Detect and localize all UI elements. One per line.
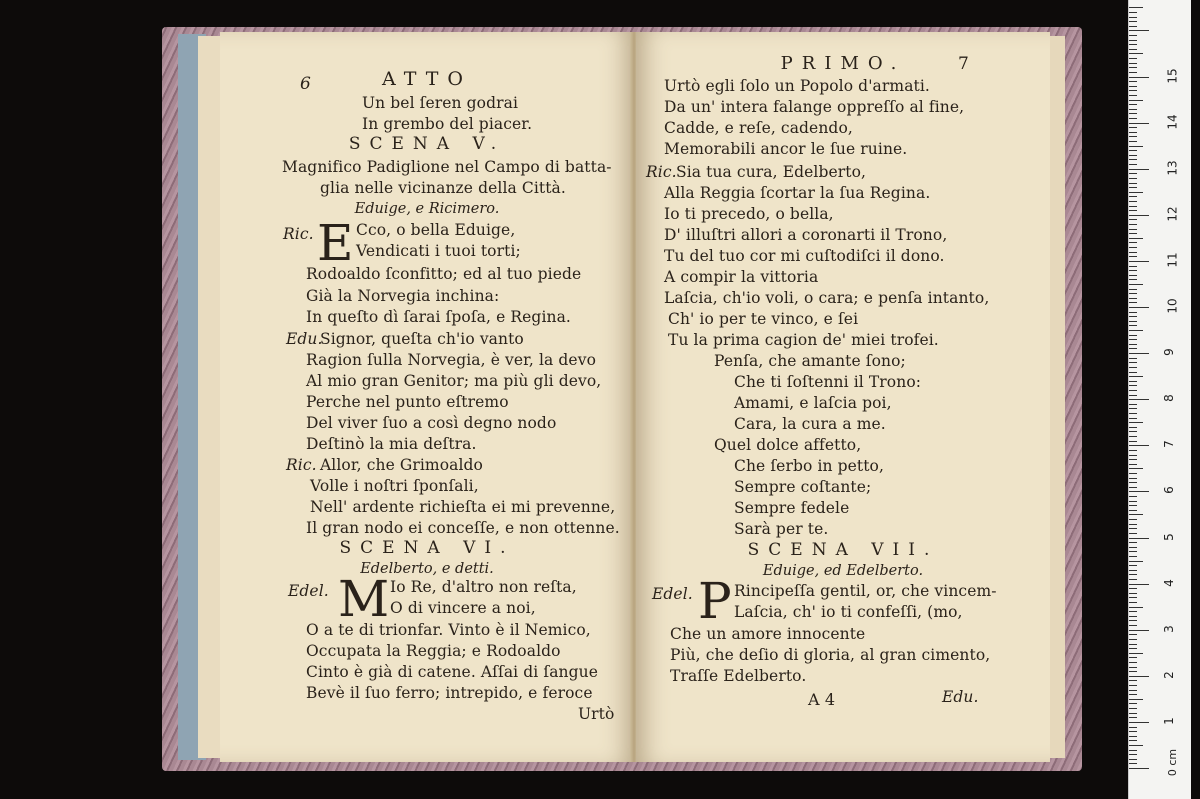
text-line: Al mio gran Genitor; ma più gli devo, [306,372,602,390]
ruler-tick [1129,353,1149,354]
ruler-tick [1129,201,1137,202]
ruler-tick [1129,58,1137,59]
page-number-right: 7 [958,54,969,74]
ruler-tick [1129,754,1137,755]
ruler-tick [1129,150,1137,151]
ruler-tick [1129,132,1137,133]
ruler-tick [1129,72,1137,73]
ruler-tick [1129,104,1137,105]
ruler-tick [1129,86,1137,87]
ruler-tick [1129,178,1137,179]
text-line: O di vincere a noi, [390,599,536,617]
ruler-tick [1129,284,1143,285]
ruler-tick [1129,302,1137,303]
ruler-tick [1129,662,1137,663]
page-number-left: 6 [300,74,311,94]
ruler-tick [1129,312,1137,313]
text-line: Rincipeſſa gentil, or, che vincem- [734,582,997,600]
ruler-number: 12 [1165,206,1180,222]
ruler-tick [1129,53,1143,54]
ruler-tick [1129,510,1137,511]
text-line: Bevè il ſuo ferro; intrepido, e feroce [306,684,593,702]
ruler-tick [1129,67,1137,68]
aria-line: Sarà per te. [734,520,829,538]
ruler-tick [1129,335,1137,336]
aria-line: Penſa, che amante ſono; [714,352,906,370]
text-line: Del viver ſuo a così degno nodo [306,414,557,432]
ruler-tick [1129,413,1137,414]
ruler-tick [1129,238,1143,239]
ruler-tick [1129,21,1137,22]
ruler-tick [1129,745,1143,746]
text-line: Sia tua cura, Edelberto, [676,163,867,181]
ruler-tick [1129,215,1149,216]
speaker: Ric. [283,225,314,243]
ruler-tick [1129,694,1137,695]
ruler-tick [1129,436,1137,437]
ruler-tick [1129,644,1137,645]
ruler-tick [1129,671,1137,672]
ruler-tick [1129,159,1137,160]
text-line: Io ti precedo, o bella, [664,205,834,223]
ruler-tick [1129,256,1137,257]
measuring-ruler [1128,0,1191,799]
ruler-tick [1129,408,1137,409]
ruler-tick [1129,289,1137,290]
speaker: Edel. [288,582,329,600]
ruler-tick [1129,445,1149,446]
ruler-tick [1129,731,1137,732]
ruler-tick [1129,551,1137,552]
ruler-tick [1129,196,1137,197]
text-line: Io Re, d'altro non reſta, [390,578,577,596]
ruler-tick [1129,81,1137,82]
ruler-tick [1129,667,1137,668]
text-line: Rodoaldo ſconfitto; ed al tuo piede [306,265,582,283]
ruler-tick [1129,330,1143,331]
ruler-number: 13 [1165,160,1180,176]
ruler-tick [1129,173,1137,174]
ruler-tick [1129,759,1137,760]
ruler-tick [1129,270,1137,271]
speaker: Ric. [646,163,677,181]
ruler-number: 15 [1165,67,1180,84]
ruler-tick [1129,224,1137,225]
ruler-tick [1129,588,1137,589]
ruler-tick [1129,127,1137,128]
ruler-tick [1129,192,1143,193]
ruler-tick [1129,482,1137,483]
drop-cap: E [317,214,354,272]
ruler-tick [1129,703,1137,704]
ruler-tick [1129,713,1137,714]
ruler-tick [1129,653,1143,654]
ruler-tick [1129,12,1137,13]
aria-line: Cara, la cura a me. [734,415,886,433]
ruler-tick [1129,547,1137,548]
scene-characters: Eduige, e Ricimero. [354,201,500,217]
ruler-tick [1129,657,1137,658]
ruler-tick [1129,261,1149,262]
ruler-tick [1129,505,1137,506]
text-line: Volle i noſtri ſponſali, [310,477,479,495]
ruler-tick [1129,542,1137,543]
ruler-tick [1129,464,1137,465]
ruler-tick [1129,676,1149,677]
speaker: Edu. [286,330,323,348]
ruler-tick [1129,123,1149,124]
ruler-tick [1129,44,1137,45]
scene-title: SCENA V. [348,134,506,154]
ruler-number: 14 [1165,113,1180,130]
ruler-tick [1129,634,1137,635]
ruler-tick [1129,722,1149,723]
ruler-tick [1129,376,1143,377]
signature-mark: A 4 [808,690,836,709]
ruler-tick [1129,30,1149,31]
ruler-tick [1129,95,1137,96]
ruler-tick [1129,639,1137,640]
ruler-tick [1129,169,1149,170]
ruler-tick [1129,763,1137,764]
ruler-tick [1129,35,1137,36]
ruler-tick [1129,455,1137,456]
text-line: Il gran nodo ei conceſſe, e non ottenne. [306,519,620,537]
ruler-tick [1129,164,1137,165]
ruler-tick [1129,538,1149,539]
ruler-tick [1129,266,1137,267]
ruler-tick [1129,565,1137,566]
ruler-tick [1129,26,1137,27]
text-line: Deſtinò la mia deſtra. [306,435,477,453]
ruler-tick [1129,118,1137,119]
ruler-tick [1129,49,1137,50]
ruler-tick [1129,155,1137,156]
speaker: Ric. [286,456,317,474]
ruler-tick [1129,293,1137,294]
ruler-tick [1129,344,1137,345]
ruler-tick [1129,625,1137,626]
speaker: Edel. [652,585,693,603]
ruler-number: 8 [1161,394,1176,403]
ruler-tick [1129,579,1137,580]
ruler-tick [1129,740,1137,741]
ruler-tick [1129,325,1137,326]
ruler-tick [1129,141,1137,142]
text-line: Traſſe Edelberto. [670,667,807,685]
ruler-number: 4 [1161,578,1176,587]
ruler-tick [1129,611,1137,612]
ruler-tick [1129,620,1137,621]
text-line: Cinto è già di catene. Aſſai di ſangue [306,663,599,681]
ruler-unit-label: 0 cm [1166,748,1180,777]
drop-cap: P [698,572,732,630]
ruler-tick [1129,418,1137,419]
ruler-tick [1129,113,1137,114]
ruler-tick [1129,736,1137,737]
ruler-tick [1129,685,1137,686]
ruler-tick [1129,427,1137,428]
ruler-tick [1129,7,1143,8]
ruler-number: 6 [1161,486,1176,495]
text-line: Alla Reggia ſcortar la ſua Regina. [664,184,931,202]
ruler-tick [1129,219,1137,220]
ruler-tick [1129,491,1149,492]
text-line: In grembo del piacer. [362,115,533,133]
ruler-tick [1129,431,1137,432]
ruler-tick [1129,381,1137,382]
ruler-tick [1129,279,1137,280]
text-line: Che un amore innocente [670,625,866,643]
text-line: Un bel ſeren godrai [362,94,519,112]
ruler-number: 7 [1161,440,1176,449]
ruler-tick [1129,528,1137,529]
ruler-tick [1129,680,1137,681]
ruler-tick [1129,533,1137,534]
ruler-tick [1129,404,1137,405]
aria-line: Amami, e laſcia poi, [734,394,892,412]
stage-direction: glia nelle vicinanze della Città. [320,179,566,197]
drop-cap: M [338,570,390,628]
ruler-tick [1129,556,1137,557]
ruler-tick [1129,316,1137,317]
ruler-number: 2 [1161,670,1176,679]
text-line: Nell' ardente richieſta ei mi prevenne, [310,498,616,516]
text-line: Laſcia, ch' io ti confeſſi, (mo, [734,603,963,621]
ruler-tick [1129,708,1137,709]
ruler-tick [1129,100,1143,101]
ruler-tick [1129,395,1137,396]
ruler-tick [1129,514,1143,515]
ruler-tick [1129,768,1149,769]
ruler-tick [1129,597,1137,598]
ruler-tick [1129,399,1149,400]
ruler-tick [1129,339,1137,340]
ruler-tick [1129,367,1137,368]
ruler-tick [1129,648,1137,649]
ruler-tick [1129,473,1137,474]
ruler-number: 5 [1161,532,1176,541]
running-head-right: PRIMO. [780,53,906,74]
ruler-tick [1129,524,1137,525]
ruler-tick [1129,390,1137,391]
ruler-tick [1129,459,1137,460]
ruler-tick [1129,252,1137,253]
ruler-tick [1129,607,1143,608]
ruler-tick [1129,561,1143,562]
ruler-tick [1129,63,1137,64]
ruler-tick [1129,17,1137,18]
text-line: Cco, o bella Eduige, [356,221,516,239]
text-line: Tu del tuo cor mi cuſtodiſci il dono. [664,247,945,265]
ruler-tick [1129,385,1137,386]
text-line: In queſto dì ſarai ſpoſa, e Regina. [306,308,571,326]
ruler-tick [1129,690,1137,691]
ruler-tick [1129,616,1137,617]
text-line: A compir la vittoria [664,268,819,286]
ruler-tick [1129,298,1137,299]
ruler-tick [1129,348,1137,349]
ruler-number: 1 [1161,717,1176,725]
ruler-tick [1129,136,1137,137]
ruler-tick [1129,422,1143,423]
text-line: Perche nel punto eſtremo [306,393,509,411]
text-line: Occupata la Reggia; e Rodoaldo [306,642,561,660]
ruler-tick [1129,570,1137,571]
text-line: Allor, che Grimoaldo [320,456,483,474]
ruler-tick [1129,496,1137,497]
aria-line: Che ſerbo in petto, [734,457,885,475]
ruler-tick [1129,187,1137,188]
right-page [636,32,1050,762]
ruler-tick [1129,307,1149,308]
scene-characters: Eduige, ed Edelberto. [762,563,924,579]
text-line: Più, che deſio di gloria, al gran cimento, [670,646,991,664]
ruler-tick [1129,602,1137,603]
text-line: Cadde, e reſe, cadendo, [664,119,853,137]
catchword: Edu. [942,688,979,706]
text-line: Da un' intera falange oppreſſo al fine, [664,98,965,116]
ruler-tick [1129,206,1137,207]
text-line: D' illuſtri allori a coronarti il Trono, [664,226,948,244]
ruler-tick [1129,574,1137,575]
stage-direction: Magnifico Padiglione nel Campo di batta- [282,158,612,176]
ruler-tick [1129,242,1137,243]
aria-line: Che ti ſoſtenni il Trono: [734,373,922,391]
ruler-tick [1129,727,1137,728]
scene-title: SCENA VII. [747,540,939,560]
ruler-tick [1129,362,1137,363]
ruler-tick [1129,593,1137,594]
ruler-tick [1129,210,1137,211]
ruler-tick [1129,109,1137,110]
text-line: O a te di trionfar. Vinto è il Nemico, [306,621,591,639]
ruler-tick [1129,90,1137,91]
ruler-tick [1129,321,1137,322]
text-line: Laſcia, ch'io voli, o cara; e penſa intanto, [664,289,990,307]
ruler-number: 10 [1165,298,1180,314]
ruler-tick [1129,699,1143,700]
ruler-number: 11 [1165,252,1180,268]
ruler-tick [1129,229,1137,230]
text-line: Urtò egli ſolo un Popolo d'armati. [664,77,930,95]
ruler-tick [1129,584,1149,585]
ruler-tick [1129,233,1137,234]
ruler-tick [1129,468,1143,469]
ruler-tick [1129,77,1149,78]
ruler-tick [1129,275,1137,276]
catchword: Urtò [578,705,615,723]
ruler-number: 9 [1161,348,1176,356]
ruler-tick [1129,717,1137,718]
text-line: Vendicati i tuoi torti; [356,242,521,260]
ruler-tick [1129,519,1137,520]
ruler-tick [1129,478,1137,479]
ruler-tick [1129,750,1137,751]
scene-characters: Edelberto, e detti. [360,561,494,577]
ruler-tick [1129,358,1137,359]
ruler-tick [1129,247,1137,248]
ruler-tick [1129,441,1137,442]
left-page [220,32,634,762]
ruler-tick [1129,146,1143,147]
running-head-left: ATTO [382,68,472,90]
text-line: Tu la prima cagion de' miei trofei. [668,331,939,349]
ruler-tick [1129,450,1137,451]
scene-title: SCENA VI. [339,538,515,558]
aria-line: Sempre fedele [734,499,850,517]
ruler-tick [1129,183,1137,184]
ruler-tick [1129,372,1137,373]
text-line: Già la Norvegia inchina: [306,287,500,305]
text-line: Memorabili ancor le ſue ruine. [664,140,908,158]
ruler-number: 3 [1161,624,1176,633]
ruler-tick [1129,630,1149,631]
ruler-tick [1129,501,1137,502]
aria-line: Quel dolce affetto, [714,436,862,454]
text-line: Ragion ſulla Norvegia, è ver, la devo [306,351,596,369]
text-line: Ch' io per te vinco, e ſei [668,310,859,328]
ruler-tick [1129,487,1137,488]
aria-line: Sempre coſtante; [734,478,872,496]
ruler-tick [1129,40,1137,41]
text-line: Signor, queſta ch'io vanto [320,330,524,348]
